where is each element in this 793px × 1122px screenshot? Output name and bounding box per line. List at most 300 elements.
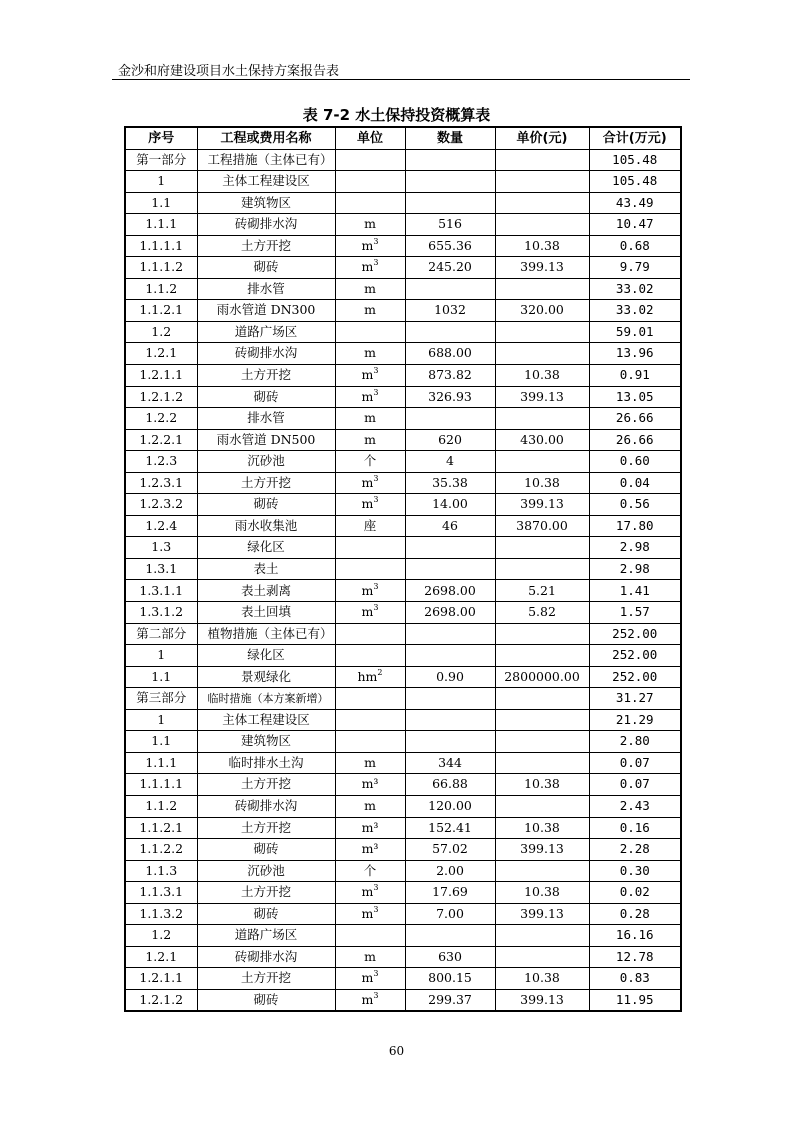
row-unit bbox=[335, 408, 405, 430]
col-header-no: 序号 bbox=[125, 127, 197, 149]
row-total: 2.43 bbox=[589, 795, 681, 817]
table-row bbox=[125, 472, 681, 494]
unit-text: m bbox=[364, 345, 376, 361]
row-price: 2800000.00 bbox=[495, 666, 589, 688]
unit-exponent: 2 bbox=[377, 667, 383, 677]
unit-text: m bbox=[364, 280, 376, 296]
row-unit bbox=[335, 365, 405, 387]
table-row bbox=[125, 494, 681, 516]
table-row bbox=[125, 537, 681, 559]
unit-text: 个 bbox=[363, 862, 377, 878]
row-no: 1.1.2.1 bbox=[125, 817, 197, 839]
row-no: 1.1.1.2 bbox=[125, 257, 197, 279]
unit-text: m bbox=[361, 259, 374, 275]
row-qty bbox=[405, 149, 495, 171]
row-name: 砌砖 bbox=[197, 386, 335, 408]
row-no: 1.2 bbox=[125, 321, 197, 343]
row-total: 43.49 bbox=[589, 192, 681, 214]
table-row bbox=[125, 257, 681, 279]
row-total: 21.29 bbox=[589, 709, 681, 731]
row-price bbox=[495, 709, 589, 731]
row-total: 26.66 bbox=[589, 408, 681, 430]
row-name: 砌砖 bbox=[197, 989, 335, 1011]
row-total: 12.78 bbox=[589, 946, 681, 968]
row-no: 1.1.2.1 bbox=[125, 300, 197, 322]
table-row bbox=[125, 149, 681, 171]
row-name: 土方开挖 bbox=[197, 882, 335, 904]
unit-text: m bbox=[361, 474, 374, 490]
row-name: 道路广场区 bbox=[197, 925, 335, 947]
unit-text: m bbox=[361, 237, 374, 253]
row-total: 0.28 bbox=[589, 903, 681, 925]
row-no: 1.2 bbox=[125, 925, 197, 947]
row-no: 1.3.1.1 bbox=[125, 580, 197, 602]
unit-text: m bbox=[364, 302, 376, 318]
row-qty: 655.36 bbox=[405, 235, 495, 257]
row-unit bbox=[335, 903, 405, 925]
row-price bbox=[495, 688, 589, 710]
row-total: 252.00 bbox=[589, 645, 681, 667]
row-name: 排水管 bbox=[197, 278, 335, 300]
row-total: 0.07 bbox=[589, 752, 681, 774]
row-qty bbox=[405, 925, 495, 947]
unit-text: m bbox=[361, 604, 374, 620]
unit-text: m bbox=[364, 797, 376, 813]
unit-text: m bbox=[364, 948, 376, 964]
col-header-unit: 单位 bbox=[335, 127, 405, 149]
row-qty bbox=[405, 623, 495, 645]
row-name: 土方开挖 bbox=[197, 968, 335, 990]
row-qty: 152.41 bbox=[405, 817, 495, 839]
table-row bbox=[125, 343, 681, 365]
unit-text: m bbox=[361, 388, 374, 404]
row-no: 1.2.3.1 bbox=[125, 472, 197, 494]
table-row bbox=[125, 429, 681, 451]
row-name: 主体工程建设区 bbox=[197, 709, 335, 731]
row-no: 1.1.1.1 bbox=[125, 774, 197, 796]
table-row bbox=[125, 882, 681, 904]
table-row bbox=[125, 752, 681, 774]
row-no: 1.2.3 bbox=[125, 451, 197, 473]
row-price: 399.13 bbox=[495, 989, 589, 1011]
row-name: 土方开挖 bbox=[197, 817, 335, 839]
row-price bbox=[495, 645, 589, 667]
row-name: 土方开挖 bbox=[197, 365, 335, 387]
row-name: 临时措施（本方案新增） bbox=[197, 688, 335, 710]
row-total: 1.57 bbox=[589, 602, 681, 624]
row-unit bbox=[335, 321, 405, 343]
unit-text: m³ bbox=[361, 776, 379, 792]
unit-exponent: 3 bbox=[373, 473, 379, 483]
row-unit bbox=[335, 451, 405, 473]
row-name: 雨水管道 DN300 bbox=[197, 300, 335, 322]
row-total: 105.48 bbox=[589, 171, 681, 193]
unit-text: m bbox=[361, 884, 374, 900]
table-row bbox=[125, 623, 681, 645]
row-price bbox=[495, 343, 589, 365]
table-row bbox=[125, 860, 681, 882]
row-price bbox=[495, 451, 589, 473]
row-unit bbox=[335, 752, 405, 774]
row-qty: 516 bbox=[405, 214, 495, 236]
row-unit bbox=[335, 580, 405, 602]
unit-exponent: 3 bbox=[373, 581, 379, 591]
row-qty: 17.69 bbox=[405, 882, 495, 904]
unit-text: m bbox=[361, 991, 374, 1007]
row-name: 砖砌排水沟 bbox=[197, 795, 335, 817]
row-total: 13.96 bbox=[589, 343, 681, 365]
row-qty bbox=[405, 537, 495, 559]
row-price: 399.13 bbox=[495, 386, 589, 408]
row-name: 雨水管道 DN500 bbox=[197, 429, 335, 451]
row-qty: 66.88 bbox=[405, 774, 495, 796]
row-total: 0.04 bbox=[589, 472, 681, 494]
row-no: 1.2.1 bbox=[125, 343, 197, 365]
row-price: 5.82 bbox=[495, 602, 589, 624]
row-unit bbox=[335, 795, 405, 817]
row-qty bbox=[405, 558, 495, 580]
row-price bbox=[495, 925, 589, 947]
row-qty: 2698.00 bbox=[405, 602, 495, 624]
table-row bbox=[125, 558, 681, 580]
row-price: 399.13 bbox=[495, 839, 589, 861]
row-qty: 120.00 bbox=[405, 795, 495, 817]
row-qty: 1032 bbox=[405, 300, 495, 322]
row-no: 1.1.2 bbox=[125, 278, 197, 300]
table-row bbox=[125, 903, 681, 925]
table-row bbox=[125, 235, 681, 257]
row-price: 10.38 bbox=[495, 817, 589, 839]
row-unit bbox=[335, 688, 405, 710]
row-price bbox=[495, 860, 589, 882]
row-no: 1.1.1 bbox=[125, 752, 197, 774]
table-row bbox=[125, 688, 681, 710]
row-name: 砌砖 bbox=[197, 494, 335, 516]
table-row bbox=[125, 817, 681, 839]
page-number: 60 bbox=[388, 1044, 405, 1058]
row-price bbox=[495, 795, 589, 817]
row-qty: 7.00 bbox=[405, 903, 495, 925]
row-total: 0.60 bbox=[589, 451, 681, 473]
row-no: 1.2.1.1 bbox=[125, 365, 197, 387]
row-no: 第一部分 bbox=[125, 149, 197, 171]
row-no: 1.2.1 bbox=[125, 946, 197, 968]
row-no: 1.1 bbox=[125, 731, 197, 753]
row-name: 工程措施（主体已有） bbox=[197, 149, 335, 171]
row-name: 砖砌排水沟 bbox=[197, 343, 335, 365]
row-name: 土方开挖 bbox=[197, 235, 335, 257]
table-row bbox=[125, 321, 681, 343]
row-total: 0.68 bbox=[589, 235, 681, 257]
row-no: 1.1 bbox=[125, 666, 197, 688]
row-qty: 326.93 bbox=[405, 386, 495, 408]
row-qty: 4 bbox=[405, 451, 495, 473]
row-no: 1.2.1.2 bbox=[125, 989, 197, 1011]
table-row bbox=[125, 709, 681, 731]
row-unit bbox=[335, 257, 405, 279]
row-price bbox=[495, 558, 589, 580]
unit-exponent: 3 bbox=[373, 236, 379, 246]
row-qty: 35.38 bbox=[405, 472, 495, 494]
row-no: 1.2.4 bbox=[125, 515, 197, 537]
row-price: 3870.00 bbox=[495, 515, 589, 537]
row-name: 砌砖 bbox=[197, 903, 335, 925]
row-total: 252.00 bbox=[589, 623, 681, 645]
table-row bbox=[125, 451, 681, 473]
row-price bbox=[495, 214, 589, 236]
table-row bbox=[125, 839, 681, 861]
table-row bbox=[125, 171, 681, 193]
row-qty: 344 bbox=[405, 752, 495, 774]
table-row bbox=[125, 278, 681, 300]
row-unit bbox=[335, 171, 405, 193]
row-unit bbox=[335, 645, 405, 667]
row-qty bbox=[405, 408, 495, 430]
row-price bbox=[495, 278, 589, 300]
row-qty bbox=[405, 645, 495, 667]
row-unit bbox=[335, 882, 405, 904]
row-no: 1.1.1 bbox=[125, 214, 197, 236]
row-qty bbox=[405, 731, 495, 753]
row-total: 31.27 bbox=[589, 688, 681, 710]
running-header: 金沙和府建设项目水土保持方案报告表 bbox=[118, 64, 340, 79]
row-unit bbox=[335, 666, 405, 688]
row-name: 表土剥离 bbox=[197, 580, 335, 602]
row-qty bbox=[405, 709, 495, 731]
row-total: 0.83 bbox=[589, 968, 681, 990]
row-qty: 688.00 bbox=[405, 343, 495, 365]
unit-exponent: 3 bbox=[373, 387, 379, 397]
row-price bbox=[495, 623, 589, 645]
row-name: 建筑物区 bbox=[197, 192, 335, 214]
row-qty: 2.00 bbox=[405, 860, 495, 882]
row-name: 主体工程建设区 bbox=[197, 171, 335, 193]
row-name: 表土 bbox=[197, 558, 335, 580]
row-unit bbox=[335, 989, 405, 1011]
row-name: 沉砂池 bbox=[197, 860, 335, 882]
table-row bbox=[125, 795, 681, 817]
row-unit bbox=[335, 300, 405, 322]
row-unit bbox=[335, 278, 405, 300]
row-name: 砌砖 bbox=[197, 839, 335, 861]
table-row bbox=[125, 989, 681, 1011]
table-row bbox=[125, 925, 681, 947]
row-total: 10.47 bbox=[589, 214, 681, 236]
row-total: 0.91 bbox=[589, 365, 681, 387]
row-price bbox=[495, 731, 589, 753]
row-unit bbox=[335, 537, 405, 559]
row-unit bbox=[335, 235, 405, 257]
row-no: 1.1.3.1 bbox=[125, 882, 197, 904]
row-price: 399.13 bbox=[495, 903, 589, 925]
row-price: 399.13 bbox=[495, 494, 589, 516]
unit-exponent: 3 bbox=[373, 495, 379, 505]
table-row bbox=[125, 580, 681, 602]
row-qty: 630 bbox=[405, 946, 495, 968]
row-name: 绿化区 bbox=[197, 645, 335, 667]
row-price: 10.38 bbox=[495, 365, 589, 387]
unit-text: m bbox=[364, 754, 376, 770]
table-row bbox=[125, 666, 681, 688]
row-price: 10.38 bbox=[495, 235, 589, 257]
row-total: 2.98 bbox=[589, 537, 681, 559]
row-unit bbox=[335, 192, 405, 214]
row-qty: 620 bbox=[405, 429, 495, 451]
row-qty: 14.00 bbox=[405, 494, 495, 516]
table-row bbox=[125, 645, 681, 667]
row-unit bbox=[335, 709, 405, 731]
row-name: 土方开挖 bbox=[197, 472, 335, 494]
row-no: 1.3.1 bbox=[125, 558, 197, 580]
row-price: 320.00 bbox=[495, 300, 589, 322]
row-price bbox=[495, 946, 589, 968]
table-row bbox=[125, 968, 681, 990]
row-qty: 2698.00 bbox=[405, 580, 495, 602]
row-total: 33.02 bbox=[589, 278, 681, 300]
unit-exponent: 3 bbox=[373, 603, 379, 613]
row-unit bbox=[335, 839, 405, 861]
row-total: 9.79 bbox=[589, 257, 681, 279]
unit-text: m bbox=[361, 496, 374, 512]
row-no: 1.3 bbox=[125, 537, 197, 559]
row-name: 建筑物区 bbox=[197, 731, 335, 753]
unit-exponent: 3 bbox=[373, 883, 379, 893]
table-row bbox=[125, 300, 681, 322]
row-unit bbox=[335, 214, 405, 236]
table-body bbox=[125, 149, 681, 1011]
row-name: 砖砌排水沟 bbox=[197, 214, 335, 236]
row-no: 1.1.1.1 bbox=[125, 235, 197, 257]
row-qty bbox=[405, 171, 495, 193]
row-unit bbox=[335, 968, 405, 990]
row-no: 1 bbox=[125, 645, 197, 667]
row-unit bbox=[335, 860, 405, 882]
row-no: 1.3.1.2 bbox=[125, 602, 197, 624]
row-name: 砌砖 bbox=[197, 257, 335, 279]
unit-text: m bbox=[361, 582, 374, 598]
row-total: 17.80 bbox=[589, 515, 681, 537]
row-name: 临时排水土沟 bbox=[197, 752, 335, 774]
row-unit bbox=[335, 731, 405, 753]
row-total: 11.95 bbox=[589, 989, 681, 1011]
table-row bbox=[125, 192, 681, 214]
row-price bbox=[495, 192, 589, 214]
row-unit bbox=[335, 817, 405, 839]
table-row bbox=[125, 386, 681, 408]
row-name: 景观绿化 bbox=[197, 666, 335, 688]
table-row bbox=[125, 408, 681, 430]
row-qty bbox=[405, 688, 495, 710]
row-no: 1.2.3.2 bbox=[125, 494, 197, 516]
row-no: 第二部分 bbox=[125, 623, 197, 645]
table-header-row bbox=[125, 127, 681, 149]
row-total: 16.16 bbox=[589, 925, 681, 947]
unit-text: 座 bbox=[363, 517, 377, 533]
row-price: 10.38 bbox=[495, 968, 589, 990]
row-unit bbox=[335, 623, 405, 645]
investment-estimate-table bbox=[124, 126, 682, 1012]
row-no: 1.1.2 bbox=[125, 795, 197, 817]
row-total: 0.30 bbox=[589, 860, 681, 882]
row-total: 0.02 bbox=[589, 882, 681, 904]
row-price bbox=[495, 321, 589, 343]
row-unit bbox=[335, 472, 405, 494]
unit-text: m bbox=[364, 431, 376, 447]
row-total: 33.02 bbox=[589, 300, 681, 322]
unit-text: m bbox=[361, 905, 374, 921]
header-rule bbox=[112, 79, 690, 80]
row-qty: 873.82 bbox=[405, 365, 495, 387]
table-row bbox=[125, 731, 681, 753]
table-row bbox=[125, 946, 681, 968]
row-total: 1.41 bbox=[589, 580, 681, 602]
row-total: 2.28 bbox=[589, 839, 681, 861]
row-price: 10.38 bbox=[495, 472, 589, 494]
row-unit bbox=[335, 343, 405, 365]
row-qty: 57.02 bbox=[405, 839, 495, 861]
table-title: 表 7-2 水土保持投资概算表 bbox=[302, 106, 491, 124]
row-no: 1.2.1.2 bbox=[125, 386, 197, 408]
row-qty: 299.37 bbox=[405, 989, 495, 1011]
unit-text: m bbox=[364, 410, 376, 426]
row-name: 土方开挖 bbox=[197, 774, 335, 796]
row-no: 第三部分 bbox=[125, 688, 197, 710]
row-unit bbox=[335, 602, 405, 624]
row-price: 5.21 bbox=[495, 580, 589, 602]
table-row bbox=[125, 515, 681, 537]
unit-text: 个 bbox=[363, 453, 377, 469]
row-total: 26.66 bbox=[589, 429, 681, 451]
table-row bbox=[125, 774, 681, 796]
unit-text: m bbox=[364, 216, 376, 232]
row-qty bbox=[405, 321, 495, 343]
row-no: 1 bbox=[125, 709, 197, 731]
row-unit bbox=[335, 494, 405, 516]
col-header-qty: 数量 bbox=[405, 127, 495, 149]
table-row bbox=[125, 365, 681, 387]
row-total: 0.16 bbox=[589, 817, 681, 839]
row-no: 1.1.2.2 bbox=[125, 839, 197, 861]
row-qty: 46 bbox=[405, 515, 495, 537]
row-price: 10.38 bbox=[495, 774, 589, 796]
row-price bbox=[495, 171, 589, 193]
row-no: 1.1 bbox=[125, 192, 197, 214]
row-price: 399.13 bbox=[495, 257, 589, 279]
unit-exponent: 3 bbox=[373, 258, 379, 268]
row-qty: 0.90 bbox=[405, 666, 495, 688]
row-total: 0.56 bbox=[589, 494, 681, 516]
row-price bbox=[495, 537, 589, 559]
col-header-price: 单价(元) bbox=[495, 127, 589, 149]
row-no: 1.2.1.1 bbox=[125, 968, 197, 990]
col-header-total: 合计(万元) bbox=[589, 127, 681, 149]
unit-exponent: 3 bbox=[373, 969, 379, 979]
row-total: 252.00 bbox=[589, 666, 681, 688]
row-qty bbox=[405, 278, 495, 300]
row-name: 绿化区 bbox=[197, 537, 335, 559]
row-name: 砖砌排水沟 bbox=[197, 946, 335, 968]
row-price bbox=[495, 752, 589, 774]
row-price bbox=[495, 149, 589, 171]
unit-text: m³ bbox=[361, 819, 379, 835]
unit-text: hm bbox=[357, 668, 378, 684]
row-unit bbox=[335, 429, 405, 451]
row-total: 2.80 bbox=[589, 731, 681, 753]
unit-exponent: 3 bbox=[373, 990, 379, 1000]
row-unit bbox=[335, 149, 405, 171]
row-unit bbox=[335, 774, 405, 796]
row-qty: 800.15 bbox=[405, 968, 495, 990]
